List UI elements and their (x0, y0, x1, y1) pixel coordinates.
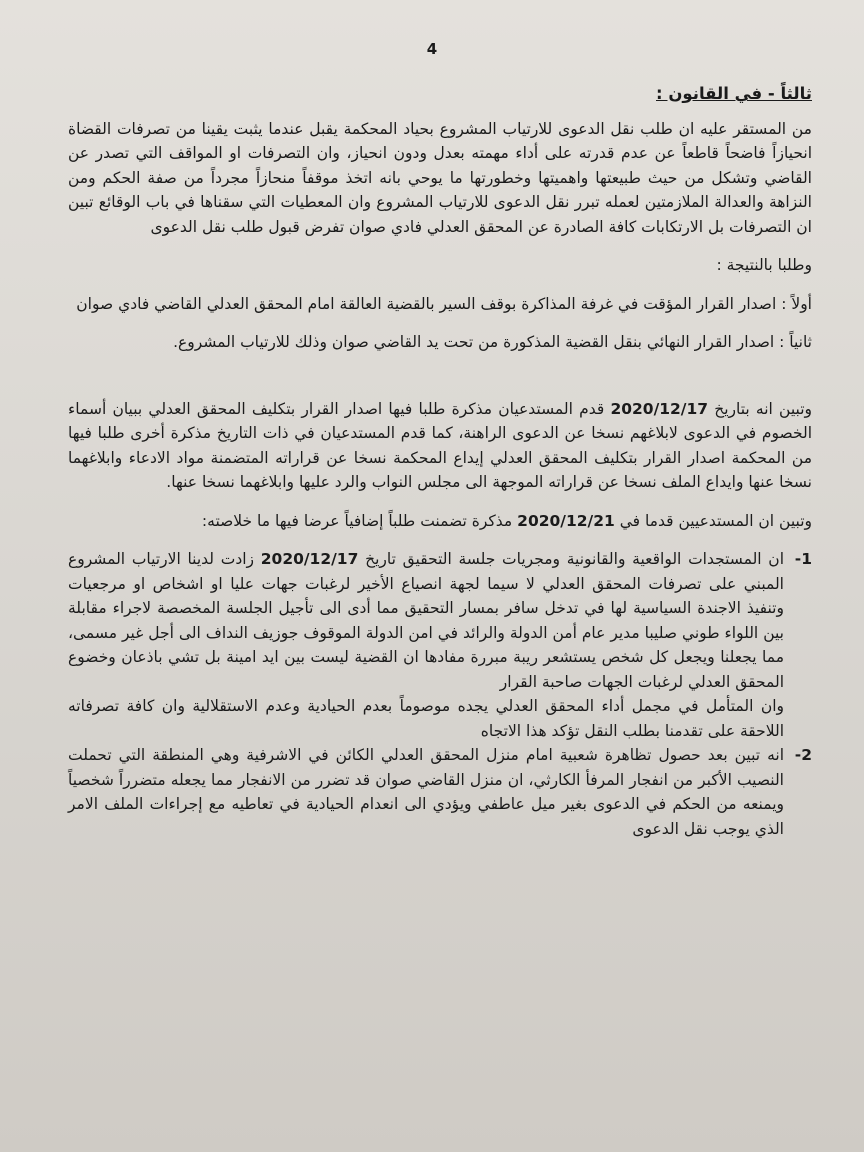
paragraph-text: وتبين انه بتاريخ (708, 399, 813, 418)
numbered-item-1 (68, 547, 812, 743)
request-second: ثانياً : اصدار القرار النهائي بنقل القضية المذكورة من تحت يد القاضي صوان وذلك للارتياب المشروع. (173, 333, 812, 351)
section-heading: ثالثاً - في القانون : (656, 84, 812, 103)
filing-date: 2020/12/17 (610, 399, 709, 418)
paragraph-text: وتبين ان المستدعيين قدما في (614, 511, 812, 530)
paragraph-second-filing (68, 509, 812, 534)
session-date: 2020/12/17 (260, 550, 359, 568)
filing-date: 2020/12/21 (517, 511, 615, 530)
requests-intro: وطلبا بالنتيجة : (716, 256, 812, 274)
paragraph-text: مذكرة تضمنت طلباً إضافياً عرضا فيها ما خلاصته: (201, 511, 518, 530)
document-body (68, 82, 812, 841)
item-continuation: وان المتأمل في مجمل أداء المحقق العدلي يجده موصوماً بعدم الحيادية وعدم الاستقلالية وان كافة تصرفاته اللاحقة على تقدمنا بطلب النقل تؤكد هذا الاتجاه (68, 697, 784, 740)
law-paragraph: من المستقر عليه ان طلب نقل الدعوى للارتياب المشروع بحياد المحكمة يقبل عندما يثبت يقينا من تصرفات القضاة انحيازاً فاضحاً قاطعاً عن عدم قدرته على أداء مهمته بعدل ودون انحياز، وان التصرفات او المواقف التي تصدر عن القاضي وتشكل من حيث طبيعتها واهميتها وخطورتها ما يوحي بانه اتخذ موقفاً منحازاً مجرداً من صفة الحكم ومن النزاهة والعدالة الملازمتين لعمله تبرر نقل الدعوى للارتياب المشروع وان المعطيات التي سقناها في باب الوقائع تبين ان التصرفات بل الارتكابات كافة الصادرة عن المحقق العدلي فادي صوان تفرض قبول طلب نقل الدعوى (68, 119, 812, 236)
numbered-item-2 (68, 743, 812, 841)
item-text-part: ان المستجدات الواقعية والقانونية ومجريات جلسة التحقيق تاريخ (358, 550, 784, 568)
item-text-part: زادت لدينا الارتياب المشروع المبني على تصرفات المحقق العدلي لا سيما لجهة انصياع الأخير لرغبات جهات عليا او اشخاص او مرجعيات وتنفيذ الاجندة السياسية لها في تدخل سافر بمسار التحقيق مما أدى الى تأجيل الجلسة المخصصة لاجراء مقابلة بين اللواء طوني صليبا مدير عام أمن الدولة والرائد في امن الدولة الموقوف جوزيف النداف الى أجل غير مسمى، مما يجعلنا ويجعل كل شخص يستشعر ريبة مبررة مفادها ان القضية ليست بين ايد امينة بل تشي باذعان وخضوع المحقق العدلي لرغبات الجهات صاحبة القرار (68, 550, 784, 691)
paragraph-first-filing (68, 397, 812, 495)
item-text (68, 547, 784, 694)
request-first: أولاً : اصدار القرار المؤقت في غرفة المذاكرة بوقف السير بالقضية العالقة امام المحقق العدلي القاضي فادي صوان (76, 294, 812, 313)
item-number: 2- (794, 746, 812, 764)
item-text: انه تبين بعد حصول تظاهرة شعبية امام منزل المحقق العدلي الكائن في الاشرفية وهي المنطقة التي تحملت النصيب الأكبر من انفجار المرفأ الكارثي، ان منزل القاضي صوان قد تضرر من الانفجار مما يجعله متضرراً شخصياً ويمنعه من الحكم في الدعوى بغير ميل عاطفي ويؤدي الى انعدام الحيادية في تعاطيه مع إجراءات الملف الامر الذي يوجب نقل الدعوى (68, 746, 784, 838)
page-number: 4 (426, 40, 438, 58)
item-number: 1- (794, 550, 812, 568)
paragraph-text: قدم المستدعيان مذكرة طلبا فيها اصدار القرار بتكليف المحقق العدلي ببيان أسماء الخصوم في الدعوى لابلاغهم نسخا عن الدعوى الراهنة، كما قدم المستدعيان في ذات التاريخ مذكرة أخرى طلبا فيها من المحكمة اصدار القرار بتكليف المحقق العدلي إيداع المحكمة نسخا عن قراراته المتضمنة مواد الادعاء وابلاغهما نسخا عنها وايداع الملف نسخا عن قراراته الموجهة الى مجلس النواب والرد عليها وابلاغهما نسخا عنها. (68, 399, 812, 491)
